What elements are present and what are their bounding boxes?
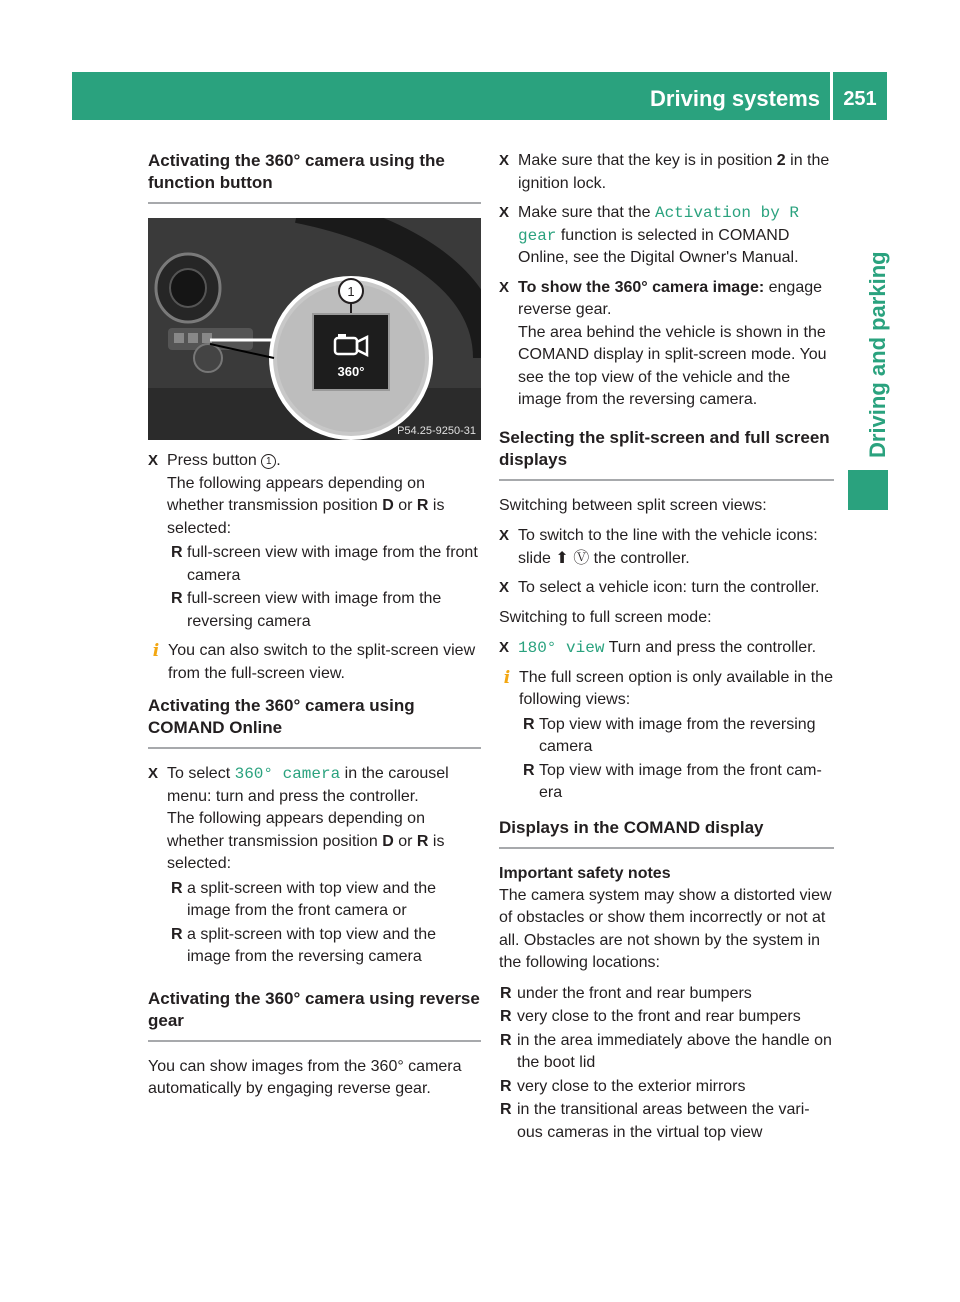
step-arrow-icon: X: [499, 527, 510, 544]
step-press-button: X Press button 1 . The following appears depending on whether transmission position D or R is selected: R full-screen view with image from the front camera R full-screen view with image from the reversing camera: [148, 450, 481, 633]
list-item: R Top view with image from the front cam- era: [523, 761, 822, 801]
chapter-marker: [848, 470, 888, 510]
button-label: 360°: [337, 364, 365, 379]
list-item: R in the transitional areas between the vari- ous cameras in the virtual top view: [500, 1101, 810, 1141]
callout-number: 1: [347, 284, 355, 299]
step-arrow-icon: X: [499, 639, 510, 656]
step-switch-line: X To switch to the line with the vehicle icons: slide ⬆︎ Ⓥ the controller.: [499, 527, 818, 567]
heading-function-button: Activating the 360° camera using the function button: [148, 150, 481, 204]
heading-comand-online: Activating the 360° camera using COMAND Online: [148, 695, 481, 749]
left-column: [148, 150, 481, 1109]
bullet-list: [519, 714, 834, 805]
step-arrow-icon: X: [148, 452, 159, 469]
step-arrow-icon: X: [148, 765, 159, 782]
list-item: R very close to the exterior mirrors: [500, 1077, 746, 1095]
list-item: R a split-screen with top view and the image from the reversing camera: [171, 925, 437, 965]
header-divider: [830, 72, 833, 120]
callout-ref-icon: 1: [261, 454, 276, 469]
slide-up-icon: ⬆︎: [555, 549, 569, 567]
chapter-tab: Driving and parking: [865, 251, 890, 458]
bullet-list: [499, 983, 834, 1145]
safety-body: The camera system may show a distorted view of obstacles or show them incorrectly or not at all. Obstacles are not shown by the system in the following locations:: [499, 886, 832, 971]
bullet-list: [167, 542, 481, 633]
bullet-list: [167, 878, 481, 969]
info-icon: i: [152, 641, 160, 661]
step-arrow-icon: X: [499, 579, 510, 596]
list-item: R Top view with image from the reversing camera: [523, 715, 816, 755]
section-title: Driving systems: [650, 86, 820, 111]
heading-reverse-gear: Activating the 360° camera using reverse gear: [148, 988, 481, 1042]
step-arrow-icon: X: [499, 152, 510, 169]
list-item: R in the area immediately above the handle on the boot lid: [500, 1031, 832, 1071]
step-key-position: X Make sure that the key is in position 2 in the ignition lock.: [499, 152, 830, 192]
step-activation-function: X Make sure that the Activation by R gear function is selected in COMAND Online, see the Digital Owner's Manual.: [499, 204, 799, 266]
subheading-safety-notes: Important safety notes: [499, 864, 671, 882]
right-column: X Make sure that the key is in position 2 in the ignition lock. X Make sure that the Activation by R gear function is selected in COMAND Online, see the Digital Owner's Manual. X To show the 360° camera image: engage reverse gear. The area behind the vehicle is shown in the COMAND display in split-screen mode. You see the top view of the vehicle and the image from the reversing camera. Selecting the split-screen and full screen displays Switching between split screen views: X To switch to the line with the vehicle icons: slide ⬆︎ Ⓥ the controller. X To select a vehicle icon: turn the controller. Switching to full screen mode: X 180° view Turn and press the controller. i The full screen option is only available in the following views: R Top view with image from the reversing camera R Top view with image from the front cam- era Displays in the COMAND display Important safety notes The camera system may show a distorted view of obstacles or show them incorrectly or not at all. Obstacles are not shown by the system in the following locations: R under the front and rear bumpers R very close to the front and rear bumpers R in the area immediately above the handle on the boot lid R very close to the exterior mirrors R in the transitional areas between the vari- ous cameras in the virtual top view: [499, 150, 834, 1148]
step-show-image: X To show the 360° camera image: engage reverse gear. The area behind the vehicle is shown in the COMAND display in split-screen mode. You see the top view of the vehicle and the image from the reversing camera.: [499, 278, 827, 408]
step-arrow-icon: X: [499, 204, 510, 221]
list-item: R a split-screen with top view and the image from the front camera or: [171, 879, 437, 919]
dashboard-photo: [148, 218, 481, 440]
info-note: i The full screen option is only available in the following views: R Top view with image from the reversing camera R Top view with image from the front cam- era: [499, 667, 834, 805]
info-note: i You can also switch to the split-screen view from the full-screen view.: [148, 640, 481, 685]
menu-item-360-camera: 360° camera: [234, 765, 341, 783]
step-arrow-icon: X: [499, 278, 510, 296]
heading-comand-display: Displays in the COMAND display: [499, 817, 834, 849]
step-180-view: X 180° view Turn and press the controller.: [499, 637, 834, 660]
step-select-icon: X To select a vehicle icon: turn the controller.: [499, 577, 834, 600]
info-icon: i: [503, 667, 511, 688]
controller-icon: Ⓥ: [573, 549, 590, 567]
image-code: P54.25-9250-31: [397, 425, 476, 437]
list-item: R full-screen view with image from the front camera: [171, 544, 478, 584]
reverse-gear-body: You can show images from the 360° camera automatically by engaging reverse gear.: [148, 1057, 462, 1097]
list-item: R under the front and rear bumpers: [500, 984, 752, 1002]
step-select-menu: X To select 360° camera in the carousel menu: turn and press the controller. The following appears depending on whether transmission position D or R is selected: R a split-screen with top view and the image from the front camera or R a split-screen with top view and the image from the reversing camera: [148, 763, 481, 969]
function-activation-by-r-gear: Activation by R gear: [518, 204, 799, 245]
list-item: R full-screen view with image from the reversing camera: [171, 590, 442, 630]
page-number: 251: [843, 88, 877, 110]
menu-item-180-view: 180° view: [518, 639, 605, 657]
heading-split-full-screen: Selecting the split-screen and full screen displays: [499, 427, 834, 481]
dashboard-illustration: [148, 218, 481, 440]
list-item: R very close to the front and rear bumpers: [500, 1008, 801, 1025]
